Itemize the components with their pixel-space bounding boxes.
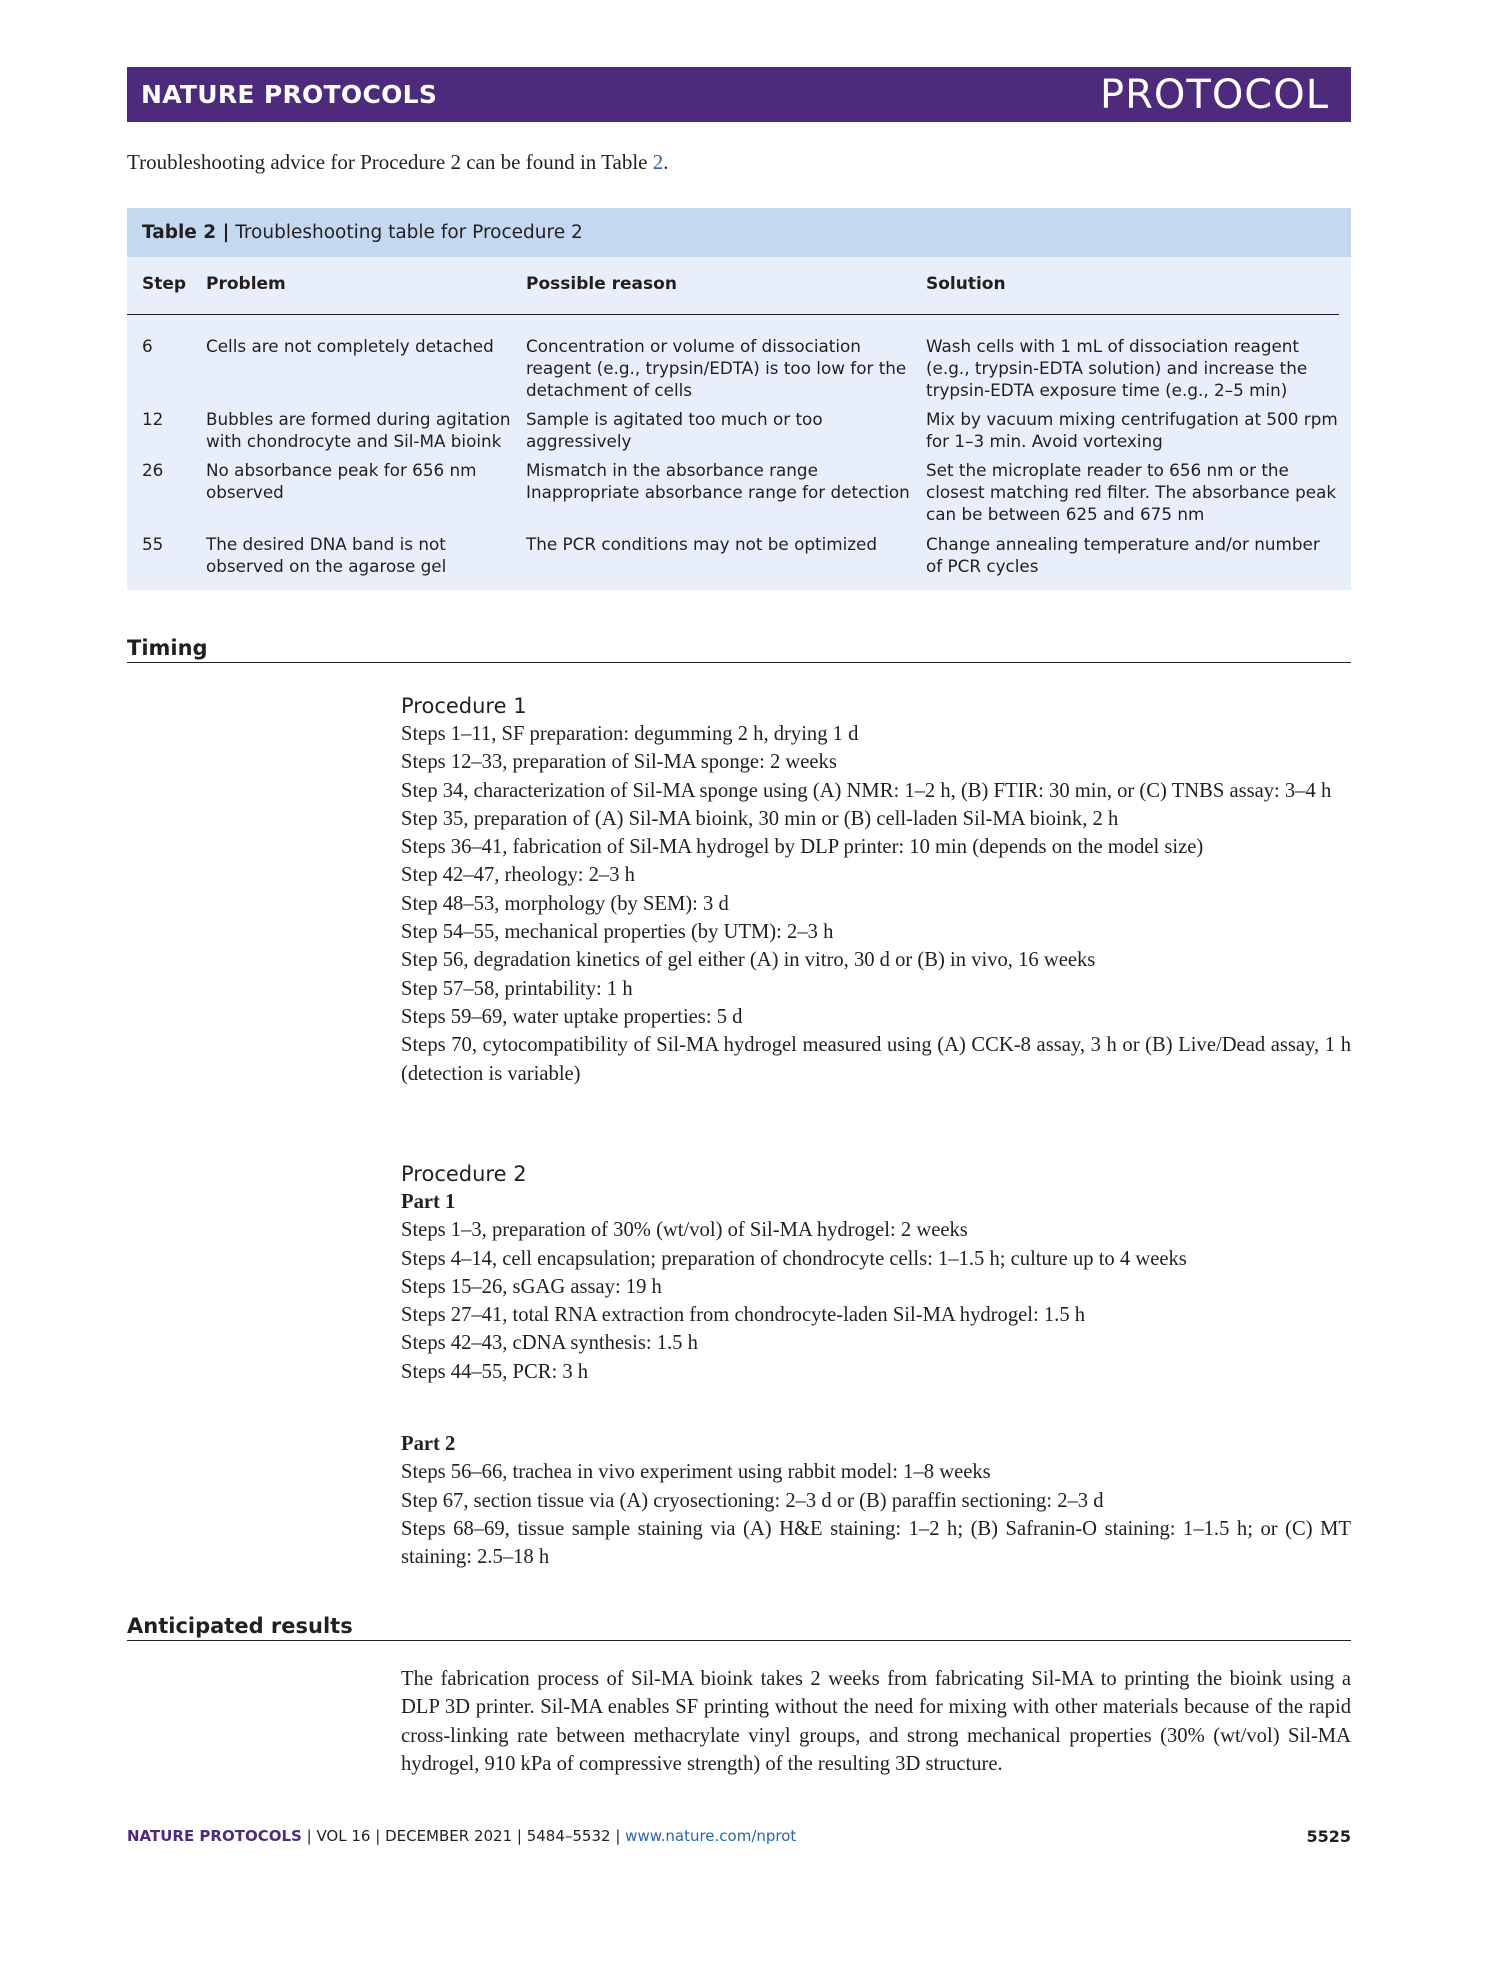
- column-header-step: Step: [142, 274, 187, 294]
- column-header-solution: Solution: [926, 274, 1006, 294]
- timing-line: Steps 44–55, PCR: 3 h: [401, 1360, 589, 1383]
- timing-line: Steps 12–33, preparation of Sil-MA sponge: 2 weeks: [401, 751, 837, 774]
- timing-line: Steps 4–14, cell encapsulation; preparation of chondrocyte cells: 1–1.5 h; culture up to 4 weeks: [401, 1247, 1187, 1270]
- procedure1-block: [401, 692, 1351, 1088]
- part2-block: [401, 1430, 1351, 1571]
- timing-line: Step 42–47, rheology: 2–3 h: [401, 864, 635, 887]
- timing-line: Steps 56–66, trachea in vivo experiment using rabbit model: 1–8 weeks: [401, 1461, 991, 1484]
- article-type: PROTOCOL: [1099, 71, 1329, 118]
- page-footer: NATURE PROTOCOLS | VOL 16 | DECEMBER 2021 | 5484–5532 | www.nature.com/nprot 5525: [127, 1827, 1351, 1846]
- footer-url-link[interactable]: www.nature.com/nprot: [625, 1827, 797, 1845]
- troubleshooting-table: [127, 208, 1351, 590]
- footer-pages: 5484–5532: [526, 1827, 611, 1845]
- cell-reason: Concentration or volume of dissociation reagent (e.g., trypsin/EDTA) is too low for the detachment of cells: [526, 336, 907, 400]
- cell-solution: Wash cells with 1 mL of dissociation reagent (e.g., trypsin-EDTA solution) and increase the trypsin-EDTA exposure time (e.g., 2–5 min): [926, 336, 1308, 400]
- cell-reason: Mismatch in the absorbance range Inappropriate absorbance range for detection: [526, 460, 910, 502]
- procedure2-block: [401, 1160, 1351, 1386]
- cell-solution: Change annealing temperature and/or number of PCR cycles: [926, 534, 1320, 576]
- timing-line: Steps 42–43, cDNA synthesis: 1.5 h: [401, 1332, 698, 1355]
- cell-problem: No absorbance peak for 656 nm observed: [206, 460, 477, 502]
- timing-line: Step 56, degradation kinetics of gel either (A) in vitro, 30 d or (B) in vivo, 16 weeks: [401, 949, 1096, 972]
- cell-step: 6: [142, 336, 153, 356]
- footer-date: DECEMBER 2021: [385, 1827, 513, 1845]
- timing-line: Steps 68–69, tissue sample staining via (A) H&E staining: 1–2 h; (B) Safranin-O staining: 1–1.5 h; or (C) MT staining: 2.5–18 h: [401, 1517, 1351, 1569]
- cell-problem: Bubbles are formed during agitation with chondrocyte and Sil-MA bioink: [206, 409, 511, 451]
- timing-line: Step 67, section tissue via (A) cryosectioning: 2–3 d or (B) paraffin sectioning: 2–3 d: [401, 1489, 1104, 1512]
- column-header-reason: Possible reason: [526, 274, 677, 294]
- timing-line: Step 54–55, mechanical properties (by UTM): 2–3 h: [401, 921, 834, 944]
- cell-solution: Set the microplate reader to 656 nm or the closest matching red filter. The absorbance peak can be between 625 and 675 nm: [926, 460, 1337, 524]
- journal-header-bar: [127, 67, 1351, 122]
- part1-title: Part 1: [401, 1191, 456, 1213]
- timing-line: Steps 1–11, SF preparation: degumming 2 h, drying 1 d: [401, 723, 859, 745]
- timing-line: Step 35, preparation of (A) Sil-MA bioink, 30 min or (B) cell-laden Sil-MA bioink, 2 h: [401, 807, 1119, 830]
- intro-text-end: .: [663, 150, 669, 174]
- timing-line: Step 48–53, morphology (by SEM): 3 d: [401, 892, 729, 915]
- part2-title: Part 2: [401, 1433, 456, 1455]
- cell-reason: The PCR conditions may not be optimized: [526, 534, 878, 554]
- footer-journal: NATURE PROTOCOLS: [127, 1827, 302, 1845]
- cell-reason: Sample is agitated too much or too aggressively: [526, 409, 823, 451]
- column-header-problem: Problem: [206, 274, 286, 294]
- cell-problem: Cells are not completely detached: [206, 336, 494, 356]
- cell-step: 55: [142, 534, 164, 554]
- timing-line: Steps 1–3, preparation of 30% (wt/vol) of Sil-MA hydrogel: 2 weeks: [401, 1219, 968, 1242]
- page-number: 5525: [1306, 1827, 1351, 1846]
- table-reference-link[interactable]: 2: [652, 150, 664, 174]
- timing-line: Steps 36–41, fabrication of Sil-MA hydrogel by DLP printer: 10 min (depends on the model size): [401, 836, 1204, 859]
- table-header-row: [127, 257, 1339, 315]
- cell-step: 12: [142, 409, 164, 429]
- journal-name: NATURE PROTOCOLS: [141, 80, 438, 109]
- timing-line: Step 34, characterization of Sil-MA sponge using (A) NMR: 1–2 h, (B) FTIR: 30 min, or (C) TNBS assay: 3–4 h: [401, 779, 1332, 802]
- timing-line: Steps 59–69, water uptake properties: 5 d: [401, 1005, 743, 1028]
- section-heading-timing: Timing: [127, 636, 1351, 663]
- cell-problem: The desired DNA band is not observed on the agarose gel: [206, 534, 447, 576]
- timing-line: Steps 15–26, sGAG assay: 19 h: [401, 1275, 662, 1298]
- footer-volume: VOL 16: [316, 1827, 371, 1845]
- timing-line: Steps 70, cytocompatibility of Sil-MA hydrogel measured using (A) CCK-8 assay, 3 h or (B) Live/Dead assay, 1 h (detection is variable): [401, 1034, 1351, 1085]
- table-title: Troubleshooting table for Procedure 2: [229, 222, 583, 243]
- procedure1-title: Procedure 1: [401, 694, 527, 718]
- anticipated-results-paragraph: [401, 1665, 1351, 1778]
- section-heading-anticipated-results: Anticipated results: [127, 1614, 1351, 1641]
- anticipated-text: The fabrication process of Sil-MA bioink takes 2 weeks from fabricating Sil-MA to printing the bioink using a DLP 3D printer. Sil-MA enables SF printing without the need for mixing with other materials because of the rapid cross-linking rate between methacrylate vinyl groups, and strong mechanical properties (30% (wt/vol) Sil-MA hydrogel, 910 kPa of compressive strength) of the resulting 3D structure.: [401, 1668, 1351, 1775]
- timing-line: Steps 27–41, total RNA extraction from chondrocyte-laden Sil-MA hydrogel: 1.5 h: [401, 1304, 1086, 1327]
- intro-paragraph: [127, 150, 669, 175]
- timing-line: Step 57–58, printability: 1 h: [401, 977, 633, 1000]
- intro-text: Troubleshooting advice for Procedure 2 can be found in Table: [127, 150, 653, 174]
- cell-solution: Mix by vacuum mixing centrifugation at 500 rpm for 1–3 min. Avoid vortexing: [926, 409, 1338, 451]
- table-caption: [127, 208, 1351, 257]
- procedure2-title: Procedure 2: [401, 1162, 527, 1186]
- table-label: Table 2 |: [142, 222, 230, 243]
- cell-step: 26: [142, 460, 164, 480]
